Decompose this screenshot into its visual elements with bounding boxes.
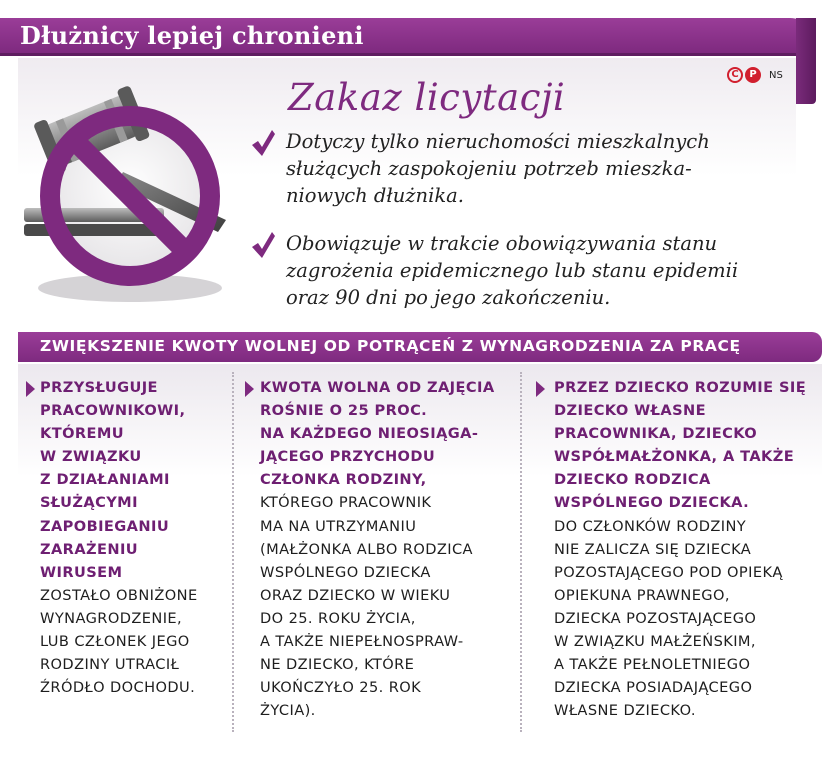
triangle-right-icon xyxy=(536,381,545,397)
page-title: Dłużnicy lepiej chronieni xyxy=(20,21,364,50)
gavel-prohibited-icon xyxy=(18,80,248,312)
section-title: Zakaz licytacji xyxy=(288,76,566,119)
section-bar-title: ZWIĘKSZENIE KWOTY WOLNEJ OD POTRĄCEŃ Z WYNAGRODZENIA ZA PRACĘ xyxy=(40,337,741,355)
bullet-text-2: Obowiązuje w trakcie obowiązywania stanu zagrożenia epidemicznego lub stanu epidemii oraz 90 dni po jego zakończeniu. xyxy=(286,232,739,309)
column-2-lead: KWOTA WOLNA OD ZAJĘCIA ROŚNIE O 25 PROC. NA KAŻDEGO NIEOSIĄGA- JĄCEGO PRZYCHODU CZŁONKA RODZINY, xyxy=(260,379,495,489)
bullet-text-1: Dotyczy tylko nieruchomości mieszkalnych służących zaspokojeniu potrzeb mieszka- niowych dłużnika. xyxy=(286,130,710,207)
copyright-mark xyxy=(727,66,783,84)
copyright-p-icon: P xyxy=(745,67,761,83)
title-bar xyxy=(0,18,816,56)
column-divider-2 xyxy=(520,372,522,732)
column-1 xyxy=(40,376,198,699)
checkmark-icon xyxy=(250,128,276,158)
title-bar-tail xyxy=(796,18,816,104)
bullet-item-1 xyxy=(250,128,710,209)
column-3 xyxy=(554,376,806,722)
column-1-body: ZOSTAŁO OBNIŻONE WYNAGRODZENIE, LUB CZŁONEK JEGO RODZINY UTRACIŁ ŹRÓDŁO DOCHODU. xyxy=(40,586,198,697)
triangle-right-icon xyxy=(245,381,254,397)
copyright-c-icon: C xyxy=(727,67,743,83)
column-2 xyxy=(260,376,495,722)
bullet-item-2 xyxy=(250,230,738,311)
section-bar xyxy=(18,332,822,362)
triangle-right-icon xyxy=(26,381,35,397)
checkmark-icon xyxy=(250,230,276,260)
agency-label: NS xyxy=(769,69,783,81)
column-3-body: DO CZŁONKÓW RODZINY NIE ZALICZA SIĘ DZIECKA POZOSTAJĄCEGO POD OPIEKĄ OPIEKUNA PRAWNEGO, DZIECKA POZOSTAJĄCEGO W ZWIĄZKU MAŁŻEŃSKIM, A TAKŻE PEŁNOLETNIEGO DZIECKA POSIADAJĄCEGO WŁASNE DZIECKO. xyxy=(554,517,783,720)
column-3-lead: PRZEZ DZIECKO ROZUMIE SIĘ DZIECKO WŁASNE PRACOWNIKA, DZIECKO WSPÓŁMAŁŻONKA, A TAKŻE DZIECKO RODZICA WSPÓLNEGO DZIECKA. xyxy=(554,379,807,512)
column-2-body: KTÓREGO PRACOWNIK MA NA UTRZYMANIU (MAŁŻONKA ALBO RODZICA WSPÓLNEGO DZIECKA ORAZ DZIECKO W WIEKU DO 25. ROKU ŻYCIA, A TAKŻE NIEPEŁNOSPRAW- NE DZIECKO, KTÓRE UKOŃCZYŁO 25. ROK ŻYCIA). xyxy=(260,494,473,720)
column-1-lead: PRZYSŁUGUJE PRACOWNIKOWI, KTÓREMU W ZWIĄZKU Z DZIAŁANIAMI SŁUŻĄCYMI ZAPOBIEGANIU ZARAŻENIU WIRUSEM xyxy=(40,379,186,581)
column-divider-1 xyxy=(232,372,234,732)
